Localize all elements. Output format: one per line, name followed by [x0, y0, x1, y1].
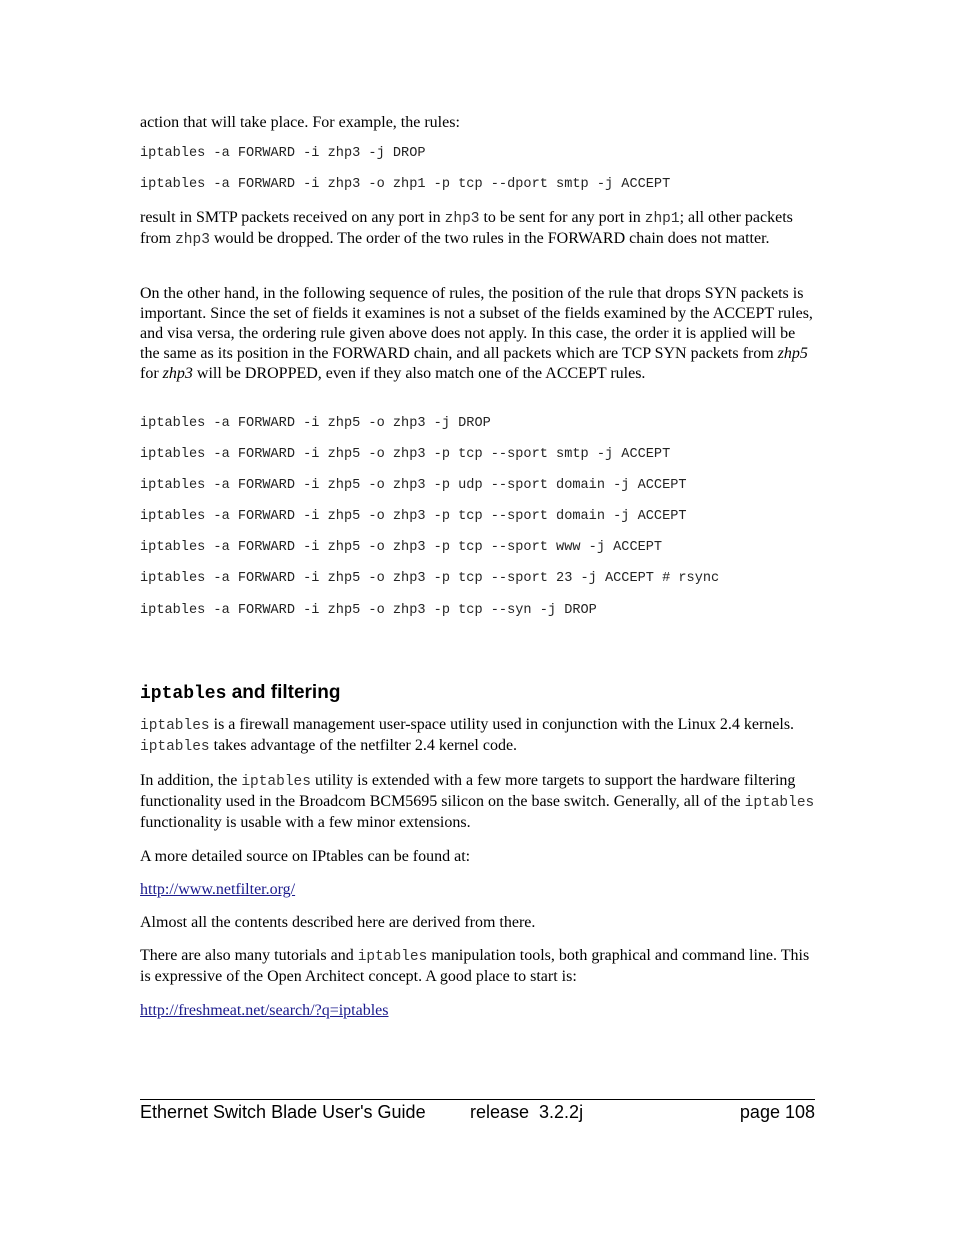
heading-code: iptables	[140, 684, 227, 704]
link-paragraph	[140, 1001, 815, 1021]
section-heading: iptables and filtering	[140, 682, 341, 704]
footer-page-number: page 108	[739, 1102, 815, 1122]
rule-line: iptables -a FORWARD -i zhp5 -o zhp3 -j DROP	[140, 416, 491, 431]
rule-line: iptables -a FORWARD -i zhp3 -j DROP	[140, 146, 426, 161]
rule-line: iptables -a FORWARD -i zhp5 -o zhp3 -p tcp --sport smtp -j ACCEPT	[140, 447, 671, 462]
freshmeat-link[interactable]: http://freshmeat.net/search/?q=iptables	[140, 1002, 389, 1019]
inline-code: iptables	[140, 739, 210, 755]
rule-line: iptables -a FORWARD -i zhp5 -o zhp3 -p tcp --sport www -j ACCEPT	[140, 540, 663, 555]
emphasis: zhp3	[162, 365, 193, 382]
inline-code: iptables	[140, 718, 210, 734]
inline-code: iptables	[744, 795, 815, 811]
inline-code: iptables	[241, 774, 311, 790]
page-footer	[140, 1101, 815, 1123]
paragraph-iptables-extensions: In addition, the iptables utility is extended with a few more targets to support the hardware filtering functionality used in the Broadcom BCM5695 silicon on the base switch. Generally, all of the iptables functionality is usable with a few minor extensions.	[140, 772, 815, 831]
footer-title: Ethernet Switch Blade User's Guide	[140, 1102, 426, 1122]
paragraph-iptables-intro: iptables is a firewall management user-space utility used in conjunction with the Linux 2.4 kernels. iptables takes advantage of the netfilter 2.4 kernel code.	[140, 716, 795, 755]
inline-code: zhp3	[175, 232, 210, 248]
paragraph-rule-order: On the other hand, in the following sequence of rules, the position of the rule that drops SYN packets is important. Since the set of fields it examines is not a subset of the fields examined by the ACCEPT rules, and visa versa, the ordering rule given above does not apply. In this case, the order it is applied will be the same as its position in the FORWARD chain, and all packets which are TCP SYN packets from zhp5 for zhp3 will be DROPPED, even if they also match one of the ACCEPT rules.	[140, 285, 813, 382]
paragraph-rules-result: result in SMTP packets received on any port in zhp3 to be sent for any port in zhp1; all other packets from zhp3 would be dropped. The order of the two rules in the FORWARD chain does not matter.	[140, 209, 793, 248]
link-paragraph	[140, 880, 815, 900]
paragraph-tutorials: There are also many tutorials and iptables manipulation tools, both graphical and command line. This is expressive of the Open Architect concept. A good place to start is:	[140, 947, 810, 985]
rule-line: iptables -a FORWARD -i zhp5 -o zhp3 -p tcp --syn -j DROP	[140, 603, 597, 618]
emphasis: zhp5	[777, 345, 808, 362]
inline-code: zhp1	[644, 211, 680, 227]
inline-code: iptables	[357, 949, 428, 965]
rule-line: iptables -a FORWARD -i zhp5 -o zhp3 -p tcp --sport domain -j ACCEPT	[140, 509, 687, 524]
intro-text: action that will take place. For example, the rules:	[140, 114, 460, 131]
rule-line: iptables -a FORWARD -i zhp3 -o zhp1 -p tcp --dport smtp -j ACCEPT	[140, 177, 671, 192]
rule-line: iptables -a FORWARD -i zhp5 -o zhp3 -p udp --sport domain -j ACCEPT	[140, 478, 687, 493]
netfilter-link[interactable]: http://www.netfilter.org/	[140, 881, 296, 898]
paragraph-source: A more detailed source on IPtables can be found at:	[140, 848, 471, 865]
inline-code: zhp3	[444, 211, 480, 227]
paragraph-derived: Almost all the contents described here are derived from there.	[140, 914, 536, 931]
footer-release: release 3.2.2j	[470, 1102, 584, 1122]
rule-line: iptables -a FORWARD -i zhp5 -o zhp3 -p tcp --sport 23 -j ACCEPT # rsync	[140, 571, 720, 586]
footer-divider	[140, 1099, 815, 1100]
